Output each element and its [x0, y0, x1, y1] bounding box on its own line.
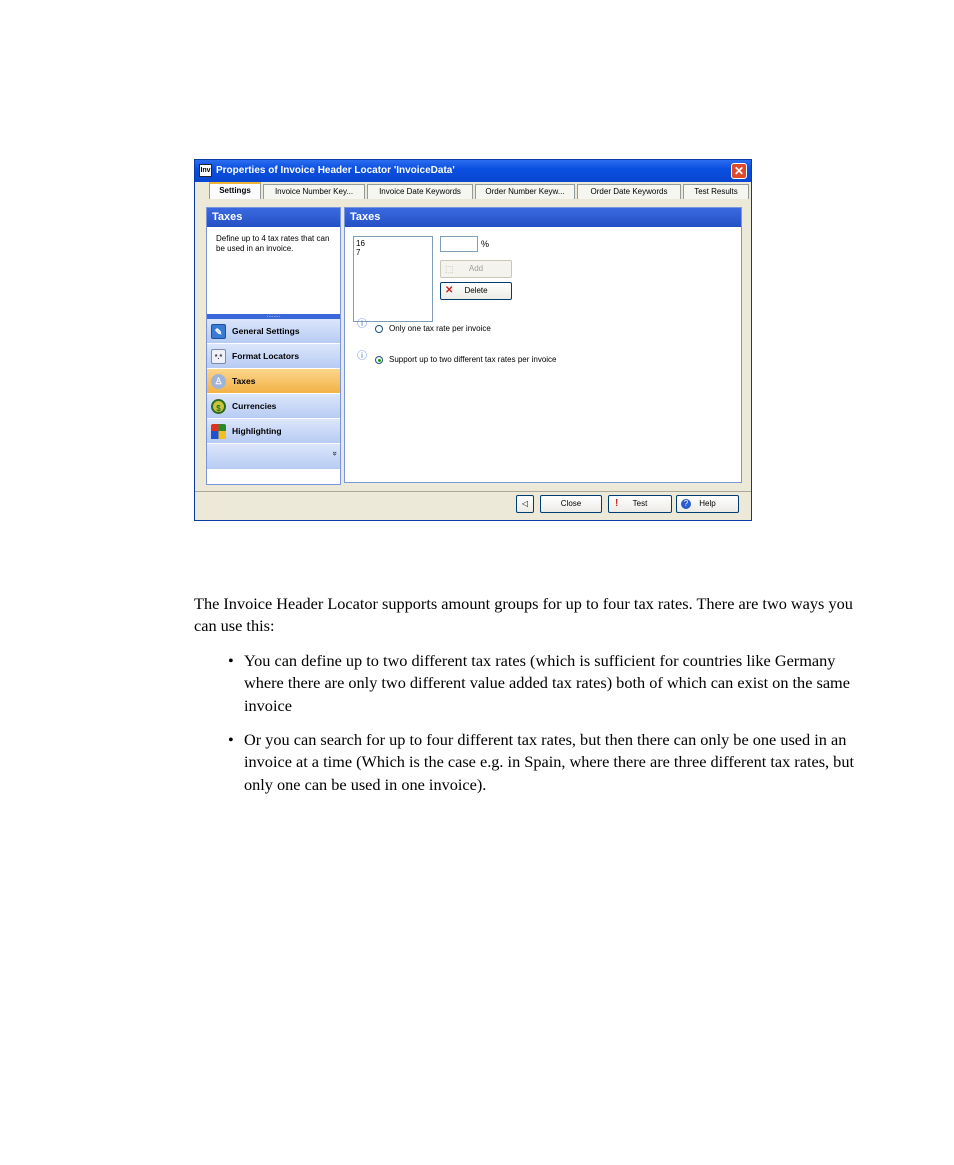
radio-one-rate[interactable]	[375, 325, 383, 333]
delete-icon: ✕	[445, 285, 454, 296]
nav-item-format-locators[interactable]	[207, 344, 340, 369]
nav-item-currencies[interactable]	[207, 394, 340, 419]
properties-dialog	[194, 159, 752, 521]
list-item[interactable]: 7	[356, 248, 361, 257]
help-button[interactable]	[676, 495, 739, 513]
title-bar[interactable]	[195, 160, 751, 182]
tab-order-date-keywords[interactable]: Order Date Keywords	[577, 184, 681, 199]
info-icon: ⓘ	[357, 351, 367, 362]
nav-item-highlighting[interactable]	[207, 419, 340, 444]
app-icon: Inv	[199, 164, 212, 177]
close-button[interactable]	[540, 495, 602, 513]
test-button-label: Test	[632, 499, 648, 508]
nav-item-label: General Settings	[232, 326, 300, 336]
info-icon: ⓘ	[357, 319, 367, 330]
footer-divider	[195, 491, 751, 492]
bullet-text: Or you can search for up to four different tax rates, but then there can only be one used in an invoice at a time (Which is the case e.g. in Spain, where there are three different tax rates, but only one can be used in one invoice).	[244, 730, 854, 794]
left-panel	[206, 207, 341, 485]
percent-sign: %	[481, 239, 490, 249]
option-two-rates-label[interactable]: Support up to two different tax rates per invoice	[389, 355, 557, 364]
window-title: Properties of Invoice Header Locator 'InvoiceData'	[216, 165, 455, 176]
help-icon: ?	[681, 499, 691, 509]
right-panel	[344, 207, 742, 483]
back-icon: ◁	[521, 499, 529, 508]
delete-button-label: Delete	[464, 286, 488, 295]
tax-rates-list[interactable]	[353, 236, 433, 322]
left-panel-header: Taxes	[207, 208, 340, 227]
radio-two-rates[interactable]	[375, 356, 383, 364]
settings-icon: ✎	[211, 324, 226, 339]
test-icon: !	[615, 498, 619, 509]
help-button-label: Help	[699, 499, 716, 508]
tab-test-results[interactable]: Test Results	[683, 184, 749, 199]
format-locators-icon: *.*	[211, 349, 226, 364]
nav-item-label: Currencies	[232, 401, 277, 411]
tax-rate-input[interactable]	[440, 236, 478, 252]
back-button[interactable]	[516, 495, 534, 513]
currencies-icon: $	[211, 399, 226, 414]
close-button-label: Close	[560, 499, 582, 508]
bullet-item	[228, 650, 876, 717]
tab-invoice-number-keywords[interactable]: Invoice Number Key...	[263, 184, 365, 199]
nav-item-general-settings[interactable]	[207, 319, 340, 344]
right-panel-header: Taxes	[345, 208, 741, 227]
nav-item-taxes[interactable]	[207, 369, 340, 394]
nav-item-label: Format Locators	[232, 351, 300, 361]
chevron-down-icon[interactable]: »	[330, 451, 340, 456]
list-item[interactable]: 16	[356, 239, 365, 248]
highlighting-icon	[211, 424, 226, 439]
nav-overflow[interactable]	[207, 444, 340, 469]
bullet-icon: •	[228, 730, 234, 749]
section-description: Define up to 4 tax rates that can be used in an invoice.	[216, 234, 330, 253]
close-icon[interactable]: ✕	[731, 163, 747, 179]
taxes-icon: ♙	[211, 374, 226, 389]
tab-invoice-date-keywords[interactable]: Invoice Date Keywords	[367, 184, 473, 199]
add-icon: ⬚	[445, 264, 454, 274]
panel-splitter[interactable]: ::::::::	[207, 314, 340, 319]
option-one-rate-label[interactable]: Only one tax rate per invoice	[389, 324, 491, 333]
nav-item-label: Highlighting	[232, 426, 282, 436]
delete-button[interactable]	[440, 282, 512, 300]
add-button-label: Add	[468, 264, 484, 273]
tab-settings[interactable]: Settings	[209, 182, 261, 199]
tab-strip	[199, 183, 749, 199]
add-button[interactable]	[440, 260, 512, 278]
bullet-icon: •	[228, 651, 234, 670]
test-button[interactable]	[608, 495, 672, 513]
intro-paragraph: The Invoice Header Locator supports amount groups for up to four tax rates. There are two ways you can use this:	[194, 594, 853, 636]
nav-item-label: Taxes	[232, 376, 256, 386]
tab-order-number-keywords[interactable]: Order Number Keyw...	[475, 184, 575, 199]
bullet-text: You can define up to two different tax rates (which is sufficient for countries like Germany where there are only two different value added tax rates) both of which can exist on the same invoice	[244, 651, 850, 715]
bullet-item	[228, 729, 876, 796]
